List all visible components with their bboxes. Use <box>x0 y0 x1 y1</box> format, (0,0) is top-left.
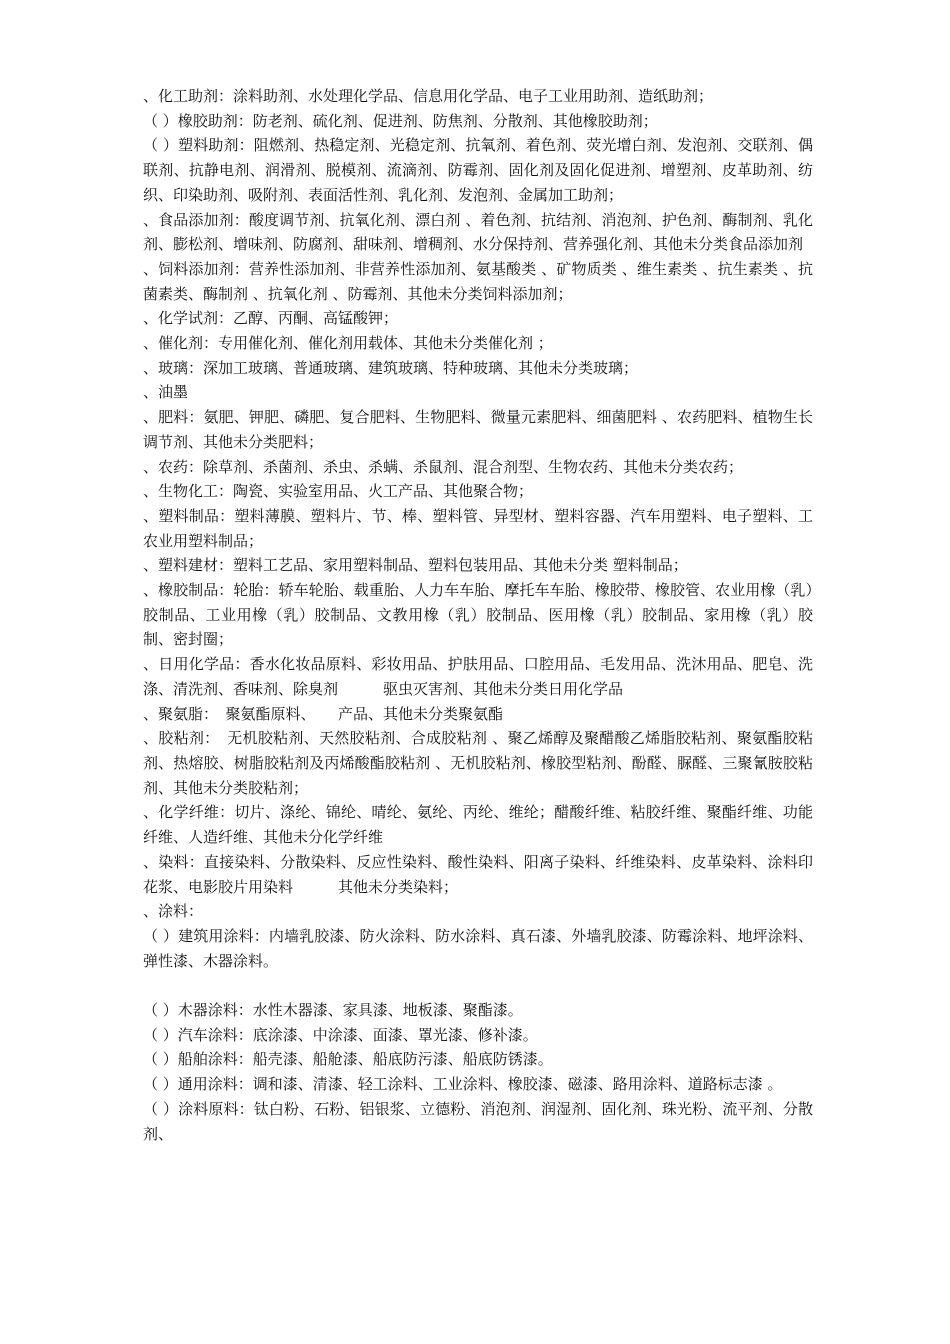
paragraph-rubber-products: 、橡胶制品：轮胎：轿车轮胎、载重胎、人力车车胎、摩托车车胎、橡胶带、橡胶管、农业用橡（乳）胶制品、工业用橡（乳）胶制品、文教用橡（乳）胶制品、医用橡（乳）胶制品、家用橡（乳）胶制、密封圈； <box>143 581 813 649</box>
paragraph-chemical-reagents: 、化学试剂：乙醇、丙酮、高锰酸钾； <box>143 309 399 328</box>
paragraph-auto-coatings: （ ）汽车涂料：底涂漆、中涂漆、面漆、罩光漆、修补漆。 <box>143 1025 538 1044</box>
paragraph-coatings-heading: 、涂料： <box>143 902 204 921</box>
paragraph-marine-coatings: （ ）船舶涂料：船壳漆、船舱漆、船底防污漆、船底防锈漆。 <box>143 1050 553 1069</box>
paragraph-ink: 、油墨 <box>143 383 189 402</box>
paragraph-chemical-fibers: 、化学纤维：切片、涤纶、锦纶、晴纶、氨纶、丙纶、维纶；醋酸纤维、粘胶纤维、聚酯纤维、功能纤维、人造纤维、其他未分化学纤维 <box>143 803 813 847</box>
paragraph-chemical-additives: 、化工助剂：涂料助剂、水处理化学品、信息用化学品、电子工业用助剂、造纸助剂； <box>143 87 714 105</box>
paragraph-daily-chemicals: 、日用化学品：香水化妆品原料、彩妆用品、护肤用品、口腔用品、毛发用品、洗沐用品、肥皂、洗涤、清洗剂、香味剂、除臭剂 驱虫灭害剂、其他未分类日用化学品 <box>143 655 813 698</box>
paragraph-feed-additives: 、饲料添加剂：营养性添加剂、非营养性添加剂、氨基酸类 、矿物质类 、维生素类 、抗生素类 、抗菌素类、酶制剂 、抗氧化剂 、防霉剂、其他未分类饲料添加剂； <box>143 259 813 303</box>
paragraph-plastic-building-materials: 、塑料建材：塑料工艺品、家用塑料制品、塑料包装用品、其他未分类 塑料制品； <box>143 556 688 575</box>
paragraph-plastic-products: 、塑料制品：塑料薄膜、塑料片、节、棒、塑料管、异型材、塑料容器、汽车用塑料、电子塑料、工农业用塑料制品； <box>143 506 813 550</box>
blank-line <box>143 973 813 998</box>
paragraph-catalysts: 、催化剂：专用催化剂、催化剂用载体、其他未分类催化剂 ； <box>143 334 553 353</box>
paragraph-polyurethane: 、聚氨脂： 聚氨酯原料、 产品、其他未分类聚氨酯 <box>143 704 504 723</box>
paragraph-coating-raw-materials: （ ）涂料原料：钛白粉、石粉、铝银浆、立德粉、消泡剂、润湿剂、固化剂、珠光粉、流平剂、分散剂、 <box>143 1099 813 1143</box>
paragraph-food-additives: 、食品添加剂：酸度调节剂、抗氧化剂、漂白剂 、着色剂、抗结剂、消泡剂、护色剂、酶制剂、乳化剂、膨松剂、增味剂、防腐剂、甜味剂、增稠剂、水分保持剂、营养强化剂、其他未分类食品添加剂 <box>143 210 813 254</box>
document-body <box>143 84 813 1146</box>
paragraph-building-coatings: （ ）建筑用涂料：内墙乳胶漆、防火涂料、防水涂料、真石漆、外墙乳胶漆、防霉涂料、地坪涂料、弹性漆、木器涂料。 <box>143 926 813 970</box>
paragraph-general-coatings: （ ）通用涂料：调和漆、清漆、轻工涂料、工业涂料、橡胶漆、磁漆、路用涂料、道路标志漆 。 <box>143 1075 783 1094</box>
paragraph-glass: 、玻璃：深加工玻璃、普通玻璃、建筑玻璃、特种玻璃、其他未分类玻璃； <box>143 358 639 377</box>
paragraph-dyes: 、染料：直接染料、分散染料、反应性染料、酸性染料、阳离子染料、纤维染料、皮革染料、涂料印花浆、电影胶片用染料 其他未分类染料； <box>143 852 813 896</box>
paragraph-rubber-additives: （ ）橡胶助剂：防老剂、硫化剂、促进剂、防焦剂、分散剂、其他橡胶助剂； <box>143 111 658 130</box>
paragraph-bio-chemical: 、生物化工：陶瓷、实验室用品、火工产品、其他聚合物； <box>143 482 534 501</box>
paragraph-wood-coatings: （ ）木器涂料：水性木器漆、家具漆、地板漆、聚酯漆。 <box>143 1001 523 1019</box>
paragraph-fertilizers: 、肥料：氨肥、钾肥、磷肥、复合肥料、生物肥料、微量元素肥料、细菌肥料 、农药肥料、植物生长调节剂、其他未分类肥料； <box>143 408 813 451</box>
paragraph-plastic-additives: （ ）塑料助剂：阻燃剂、热稳定剂、光稳定剂、抗氧剂、着色剂、荧光增白剂、发泡剂、交联剂、偶联剂、抗静电剂、润滑剂、脱模剂、流滴剂、防霉剂、固化剂及固化促进剂、增塑剂、皮革助剂、纺织、印染助剂、吸附剂、表面活性剂、乳化剂、发泡剂、金属加工助剂； <box>143 136 813 204</box>
paragraph-pesticides: 、农药：除草剂、杀菌剂、杀虫、杀螨、杀鼠剂、混合剂型、生物农药、其他未分类农药； <box>143 457 744 476</box>
paragraph-adhesives: 、胶粘剂： 无机胶粘剂、天然胶粘剂、合成胶粘剂 、聚乙烯醇及聚醋酸乙烯脂胶粘剂、聚氨酯胶粘剂、热熔胶、树脂胶粘剂及丙烯酸酯胶粘剂 、无机胶粘剂、橡胶型粘剂、酚醛、脲醛、三聚氰胺胶粘剂、其他未分类胶粘剂； <box>143 729 813 797</box>
